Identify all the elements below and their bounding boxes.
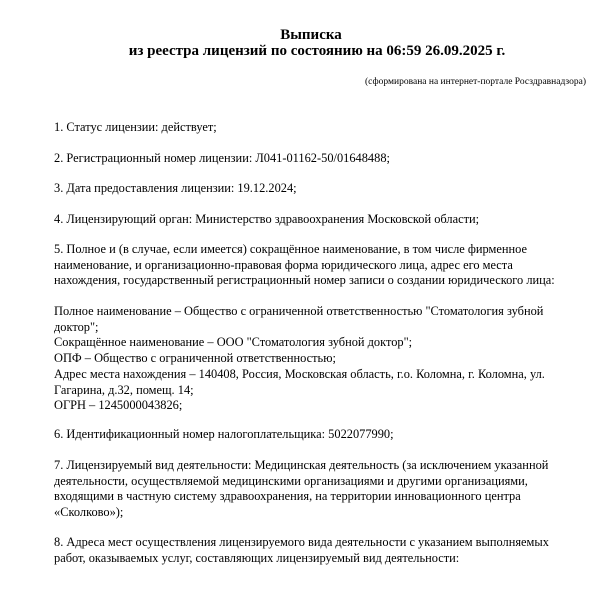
item-registration-number: [54, 151, 584, 167]
ogrn-text: ОГРН – 1245000043826;: [54, 398, 183, 413]
address-text: Адрес места нахождения – 140408, Россия, Московская область, г.о. Коломна, г. Коломна, ул. Гагарина, д.32, помещ. 14;: [54, 366, 545, 397]
legal-entity-details: [54, 304, 564, 414]
licensing-authority-text: 4. Лицензирующий орган: Министерство здравоохранения Московской области;: [54, 212, 480, 226]
registration-number-text: 2. Регистрационный номер лицензии: Л041-01162-50/01648488;: [54, 151, 390, 165]
inn-text: 6. Идентификационный номер налогоплательщика: 5022077990;: [54, 427, 394, 441]
item-issue-date: [54, 181, 584, 197]
document-subtitle: из реестра лицензий по состоянию на 06:59 26.09.2025 г.: [128, 43, 506, 59]
license-status-text: 1. Статус лицензии: действует;: [54, 120, 217, 134]
short-name-text: Сокращённое наименование – ООО "Стоматология зубной доктор";: [54, 335, 413, 350]
names-heading-text: 5. Полное и (в случае, если имеется) сокращённое наименование, в том числе фирменное наименование, и организационно-правовая форма юридического лица, адрес его места нахождения, государственный регистрационный номер записи о создании юридического лица:: [54, 242, 555, 288]
licensed-activity-text: 7. Лицензируемый вид деятельности: Медицинская деятельность (за исключением указанной деятельности, осуществляемой медицинскими организациями и другими организациями, входящими в частную систему здравоохранения, на территории инновационного центра «Сколково»);: [54, 458, 549, 520]
document-title: Выписка: [280, 27, 342, 43]
item-activity-places: [54, 535, 566, 566]
source-note: (сформирована на интернет-портале Росздравнадзора): [365, 77, 586, 87]
item-licensed-activity: [54, 458, 566, 521]
item-names-heading: [54, 242, 574, 289]
item-inn: [54, 427, 584, 443]
activity-places-text: 8. Адреса мест осуществления лицензируемого вида деятельности с указанием выполняемых работ, оказываемых услуг, составляющих лицензируемый вид деятельности:: [54, 535, 549, 565]
legal-form-text: ОПФ – Общество с ограниченной ответственностью;: [54, 351, 336, 366]
item-license-status: [54, 120, 584, 136]
issue-date-text: 3. Дата предоставления лицензии: 19.12.2024;: [54, 181, 297, 195]
full-name-text: Полное наименование – Общество с ограниченной ответственностью "Стоматология зубной доктор";: [54, 304, 544, 334]
item-licensing-authority: [54, 212, 584, 228]
